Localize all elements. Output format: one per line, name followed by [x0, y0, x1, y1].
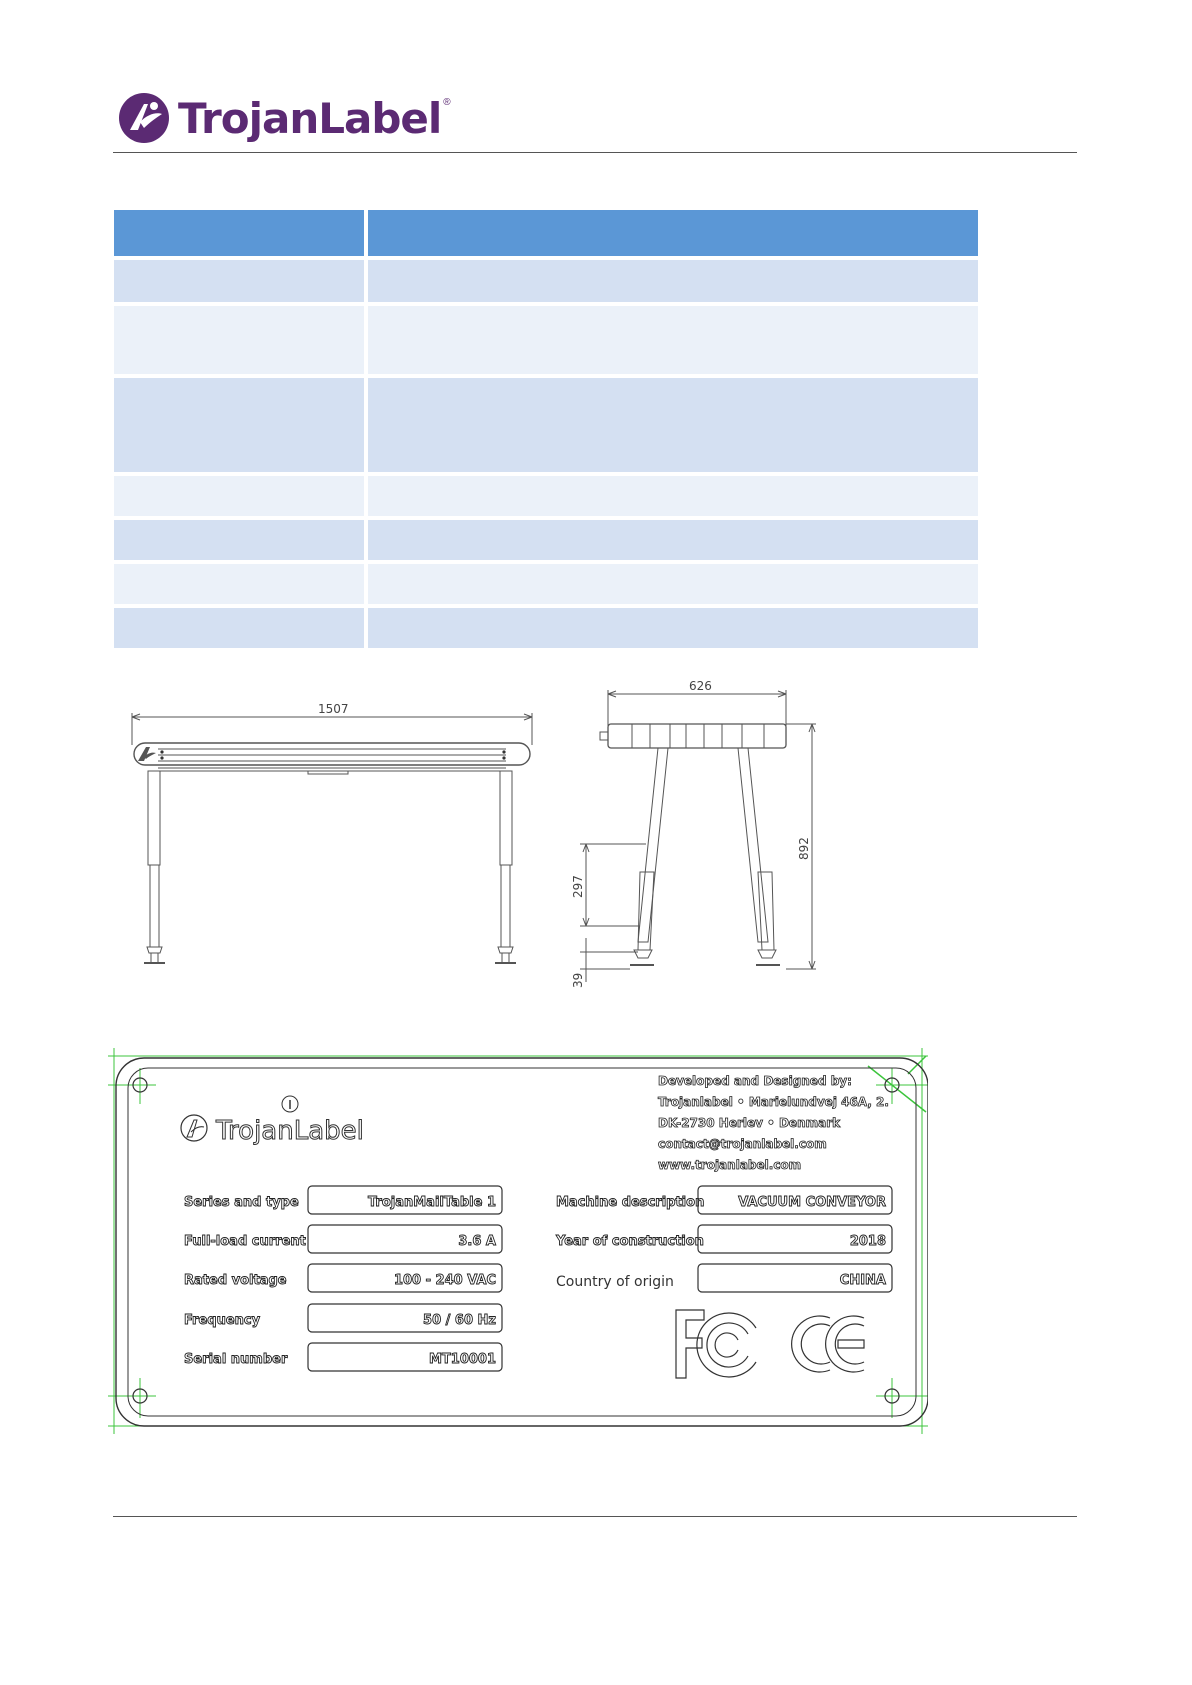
header-logo [118, 88, 451, 148]
nameplate-drawing [108, 1048, 928, 1434]
field-label-current: Full-load current [184, 1234, 306, 1249]
field-label-series: Series and type [184, 1195, 299, 1210]
field-label-country: Country of origin [556, 1274, 674, 1290]
table-row [114, 306, 978, 374]
field-label-serial: Serial number [184, 1352, 288, 1367]
front-width-dimension: 1507 [318, 702, 349, 716]
side-view-drawing [560, 672, 840, 1002]
table-header-row [114, 210, 978, 256]
table-row [114, 564, 978, 604]
field-label-frequency: Frequency [184, 1313, 261, 1328]
field-value-series: TrojanMailTable 1 [367, 1195, 496, 1210]
field-value-frequency: 50 / 60 Hz [423, 1313, 496, 1328]
ce-mark-icon [792, 1316, 864, 1372]
field-value-current: 3.6 A [458, 1234, 496, 1249]
manual-info-icon [282, 1096, 298, 1112]
table-row [114, 378, 978, 472]
leg-adjust-dimension: 297 [571, 875, 585, 898]
registered-mark: ® [443, 96, 451, 108]
developer-heading: Developed and Designed by: [658, 1074, 852, 1088]
front-view-drawing [120, 695, 540, 995]
side-height-dimension: 892 [797, 837, 811, 860]
table-row [114, 260, 978, 302]
developer-website: www.trojanlabel.com [658, 1158, 802, 1172]
table-row [114, 476, 978, 516]
foot-height-dimension: 39 [571, 972, 585, 988]
field-label-machine: Machine description [556, 1195, 705, 1210]
trojanlabel-logo-icon [118, 92, 170, 144]
table-row [114, 520, 978, 560]
nameplate-left-fields [184, 1186, 502, 1371]
field-value-serial: MT10001 [428, 1352, 496, 1367]
plate-logo [181, 1115, 364, 1146]
header-rule [113, 152, 1077, 153]
developer-email: contact@trojanlabel.com [658, 1137, 827, 1151]
field-value-year: 2018 [849, 1234, 886, 1249]
field-value-voltage: 100 - 240 VAC [393, 1273, 496, 1288]
developer-address-line2: DK-2730 Herlev • Denmark [658, 1116, 841, 1130]
developer-address-line1: Trojanlabel • Marielundvej 46A, 2. [658, 1095, 889, 1109]
spec-table [114, 206, 978, 652]
side-width-dimension: 626 [689, 679, 712, 693]
nameplate-right-fields [555, 1186, 892, 1292]
brand-name: TrojanLabel [178, 93, 442, 143]
field-label-voltage: Rated voltage [184, 1273, 287, 1288]
table-row [114, 608, 978, 648]
fcc-mark-icon [676, 1310, 756, 1378]
field-value-country: CHINA [839, 1273, 886, 1288]
field-label-year: Year of construction [556, 1234, 704, 1249]
footer-rule [113, 1516, 1077, 1517]
field-value-machine: VACUUM CONVEYOR [738, 1195, 886, 1210]
plate-brand-name: TrojanLabel [216, 1116, 364, 1146]
